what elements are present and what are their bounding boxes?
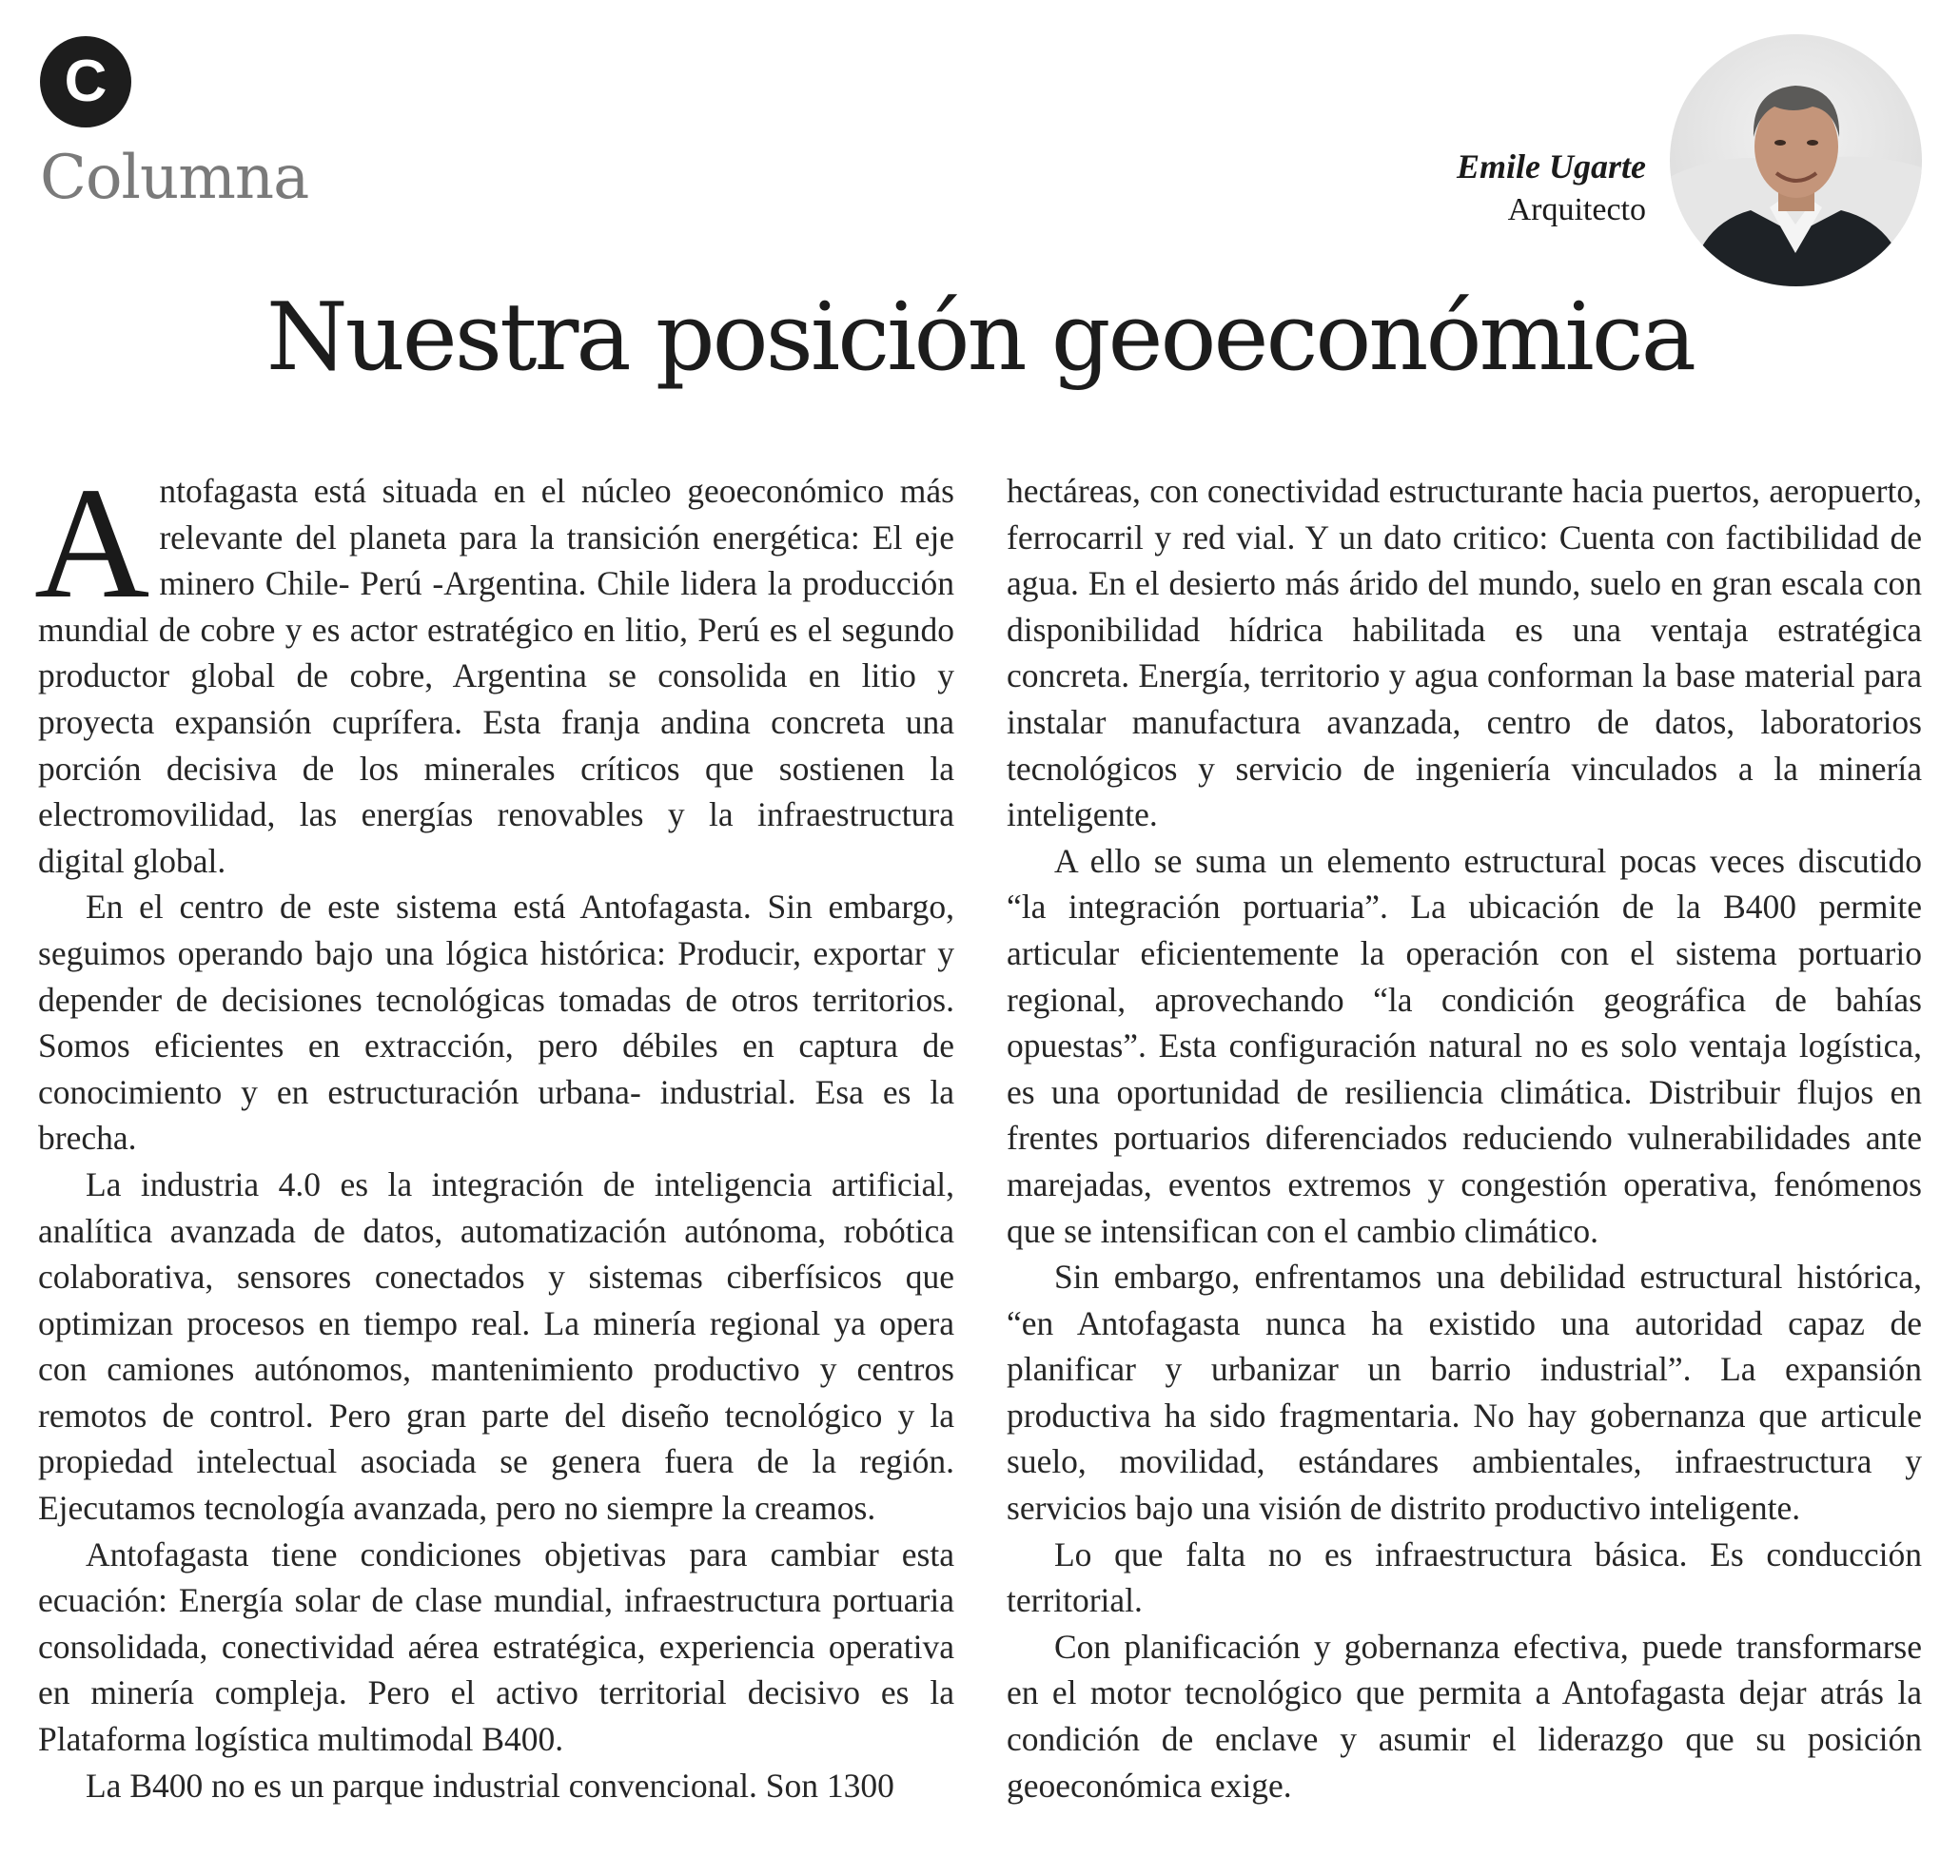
paragraph: En el centro de este sistema está Antofagasta. Sin embargo, seguimos operando bajo una lógica histórica: Producir, exportar y depender de decisiones tecnológicas tomadas de otros territorios. Somos eficientes en extracción, pero débiles en captura de conocimiento y en estructuración urbana- industrial. Esa es la brecha. [38,888,954,1158]
paragraph: La B400 no es un parque industrial convencional. Son 1300 [86,1766,894,1805]
drop-cap: A [34,455,150,632]
author-role: Arquitecto [1507,192,1646,227]
paragraph: Antofagasta tiene condiciones objetivas para cambiar esta ecuación: Energía solar de clase mundial, infraestructura portuaria consolidada, conectividad aérea estratégica, experiencia operativa en minería compleja. Pero el activo territorial decisivo es la Plataforma logística multimodal B400. [38,1534,954,1759]
byline [1457,145,1646,232]
paragraph: A ello se suma un elemento estructural pocas veces discutido “la integración portuaria”. La ubicación de la B400 permite articular eficientemente la operación con el sistema portuario regional, aprovechando “la condición geográfica de bahías opuestas”. Esta configuración natural no es solo ventaja logística, es una oportunidad de resiliencia climática. Distribuir flujos en frentes portuarios diferenciados reduciendo vulnerabilidades ante marejadas, eventos extremos y congestión operativa, fenómenos que se intensifican con el cambio climático. [1007,841,1922,1250]
author-name: Emile Ugarte [1457,147,1646,186]
paragraph [34,455,954,884]
paragraph: Sin embargo, enfrentamos una debilidad estructural histórica, “en Antofagasta nunca ha existido una autoridad capaz de planificar y urbanizar un barrio industrial”. La expansión productiva ha sido fragmentaria. No hay gobernanza que articule suelo, movilidad, estándares ambientales, infraestructura y servicios bajo una visión de distrito productivo inteligente. [1007,1258,1922,1528]
paragraph-text: ntofagasta está situada en el núcleo geoeconómico más relevante del planeta para la transición energética: El eje minero Chile- Perú -Argentina. Chile lidera la producción mundial de cobre y es actor estratégico en litio, Perú es el segundo productor global de cobre, Argentina se consolida en litio y proyecta expansión cuprífera. Esta franja andina concreta una porción decisiva de los minerales críticos que sostienen la electromovilidad, las energías renovables y la infraestructura digital global. [38,472,954,880]
column-badge-icon: C [40,36,131,127]
article-column-right [1007,468,1922,1808]
author-portrait-icon [1670,34,1922,286]
paragraph: La industria 4.0 es la integración de inteligencia artificial, analítica avanzada de datos, automatización autónoma, robótica colaborativa, sensores conectados y sistemas ciberfísicos que optimizan procesos en tiempo real. La minería regional ya opera con camiones autónomos, mantenimiento productivo y centros remotos de control. Pero gran parte del diseño tecnológico y la propiedad intelectual asociada se genera fuera de la región. Ejecutamos tecnología avanzada, pero no siempre la creamos. [38,1164,954,1528]
article-column-left [34,455,954,1808]
author-photo [1670,34,1922,286]
paragraph: Con planificación y gobernanza efectiva, puede transformarse en el motor tecnológico que permita a Antofagasta dejar atrás la condición de enclave y asumir el liderazgo que su posición geoeconómica exige. [1007,1627,1922,1805]
paragraph: hectáreas, con conectividad estructurante hacia puertos, aeropuerto, ferrocarril y red vial. Y un dato critico: Cuenta con factibilidad de agua. En el desierto más árido del mundo, suelo en gran escala con disponibilidad hídrica habilitada es una ventaja estratégica concreta. Energía, territorio y agua conforman la base material para instalar manufactura avanzada, centro de datos, laboratorios tecnológicos y servicio de ingeniería vinculados a la minería inteligente. [1007,472,1922,834]
paragraph: Lo que falta no es infraestructura básica. Es conducción territorial. [1007,1534,1922,1620]
section-label: Columna [40,143,309,213]
headline: Nuestra posición geoeconómica [265,283,1695,392]
